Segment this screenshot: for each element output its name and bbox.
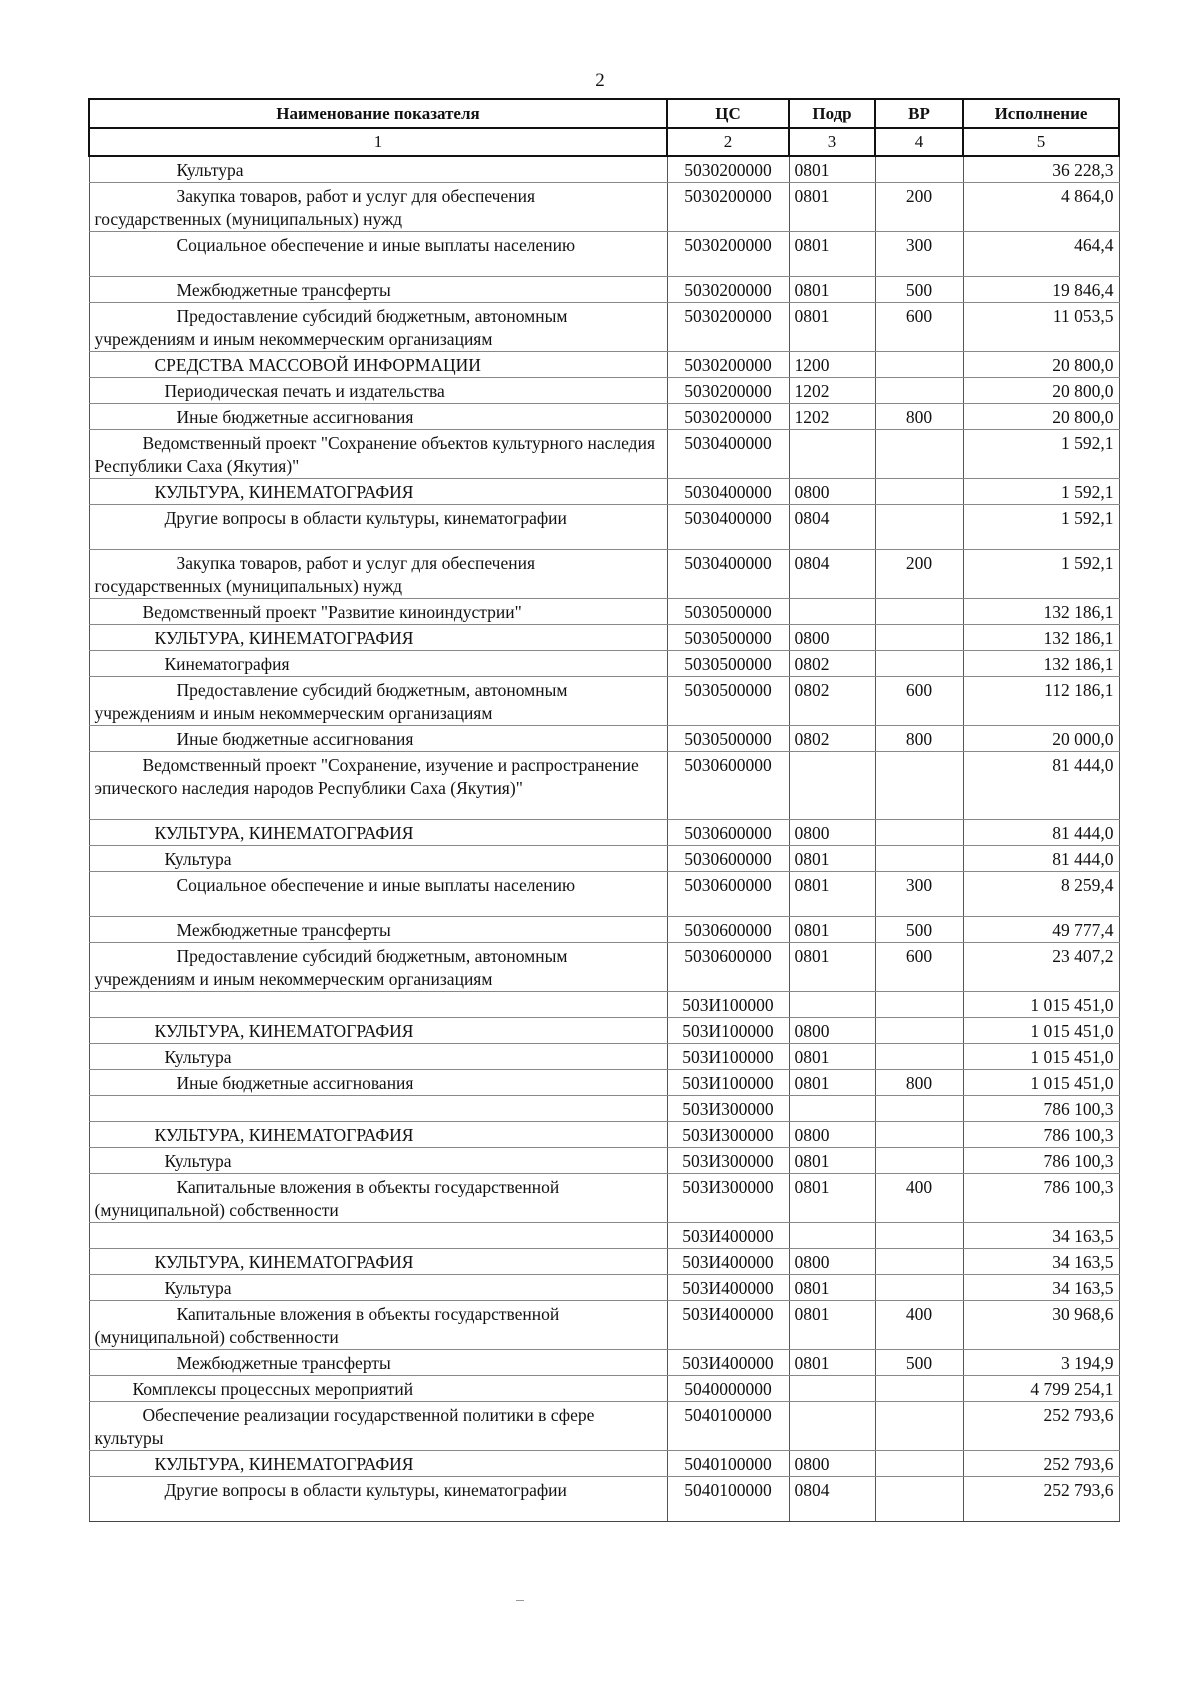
table-row bbox=[89, 726, 1119, 752]
row-execution-amount: 252 793,6 bbox=[963, 1451, 1119, 1477]
table-row bbox=[89, 505, 1119, 550]
table-row bbox=[89, 917, 1119, 943]
row-execution-amount: 132 186,1 bbox=[963, 599, 1119, 625]
row-execution-amount: 1 015 451,0 bbox=[963, 1018, 1119, 1044]
row-execution-amount: 786 100,3 bbox=[963, 1174, 1119, 1223]
row-podr-code bbox=[789, 599, 875, 625]
table-row bbox=[89, 1477, 1119, 1522]
row-execution-amount: 20 800,0 bbox=[963, 378, 1119, 404]
row-vr-code bbox=[875, 820, 963, 846]
row-vr-code bbox=[875, 1275, 963, 1301]
table-row bbox=[89, 1451, 1119, 1477]
row-podr-code: 0801 bbox=[789, 1350, 875, 1376]
row-vr-code: 500 bbox=[875, 1350, 963, 1376]
row-cs-code: 503И100000 bbox=[667, 992, 789, 1018]
budget-execution-table bbox=[88, 98, 1120, 1522]
row-cs-code: 5030400000 bbox=[667, 430, 789, 479]
table-row bbox=[89, 352, 1119, 378]
row-podr-code: 0801 bbox=[789, 917, 875, 943]
row-vr-code bbox=[875, 1044, 963, 1070]
table-row bbox=[89, 752, 1119, 820]
row-podr-code bbox=[789, 1223, 875, 1249]
row-execution-amount: 112 186,1 bbox=[963, 677, 1119, 726]
row-name: Комплексы процессных мероприятий bbox=[89, 1376, 667, 1402]
row-name bbox=[89, 1223, 667, 1249]
row-cs-code: 503И400000 bbox=[667, 1350, 789, 1376]
table-row bbox=[89, 550, 1119, 599]
row-name: Другие вопросы в области культуры, кинематографии bbox=[89, 1477, 667, 1522]
header-name: Наименование показателя bbox=[89, 99, 667, 128]
row-execution-amount: 132 186,1 bbox=[963, 651, 1119, 677]
row-cs-code: 5040100000 bbox=[667, 1451, 789, 1477]
row-execution-amount: 34 163,5 bbox=[963, 1275, 1119, 1301]
header-row bbox=[89, 99, 1119, 128]
row-execution-amount: 34 163,5 bbox=[963, 1223, 1119, 1249]
row-vr-code: 400 bbox=[875, 1174, 963, 1223]
row-podr-code: 0801 bbox=[789, 1148, 875, 1174]
row-podr-code: 1200 bbox=[789, 352, 875, 378]
row-execution-amount: 20 800,0 bbox=[963, 404, 1119, 430]
row-name: Ведомственный проект "Развитие киноиндустрии" bbox=[89, 599, 667, 625]
row-vr-code bbox=[875, 651, 963, 677]
row-execution-amount: 1 015 451,0 bbox=[963, 1044, 1119, 1070]
row-name: Межбюджетные трансферты bbox=[89, 277, 667, 303]
row-vr-code bbox=[875, 352, 963, 378]
row-execution-amount: 464,4 bbox=[963, 232, 1119, 277]
column-number: 1 bbox=[89, 128, 667, 156]
row-name: Межбюджетные трансферты bbox=[89, 1350, 667, 1376]
row-execution-amount: 19 846,4 bbox=[963, 277, 1119, 303]
row-cs-code: 5030200000 bbox=[667, 378, 789, 404]
row-podr-code bbox=[789, 1096, 875, 1122]
row-execution-amount: 3 194,9 bbox=[963, 1350, 1119, 1376]
row-vr-code: 300 bbox=[875, 872, 963, 917]
row-execution-amount: 1 015 451,0 bbox=[963, 1070, 1119, 1096]
header-vr: ВР bbox=[875, 99, 963, 128]
row-podr-code: 0802 bbox=[789, 677, 875, 726]
row-podr-code: 0801 bbox=[789, 1301, 875, 1350]
row-cs-code: 5030500000 bbox=[667, 625, 789, 651]
row-vr-code bbox=[875, 430, 963, 479]
table-row bbox=[89, 1301, 1119, 1350]
row-cs-code: 5030500000 bbox=[667, 677, 789, 726]
row-cs-code: 503И300000 bbox=[667, 1122, 789, 1148]
table-row bbox=[89, 277, 1119, 303]
row-vr-code bbox=[875, 599, 963, 625]
row-podr-code bbox=[789, 430, 875, 479]
row-vr-code: 800 bbox=[875, 726, 963, 752]
row-name: КУЛЬТУРА, КИНЕМАТОГРАФИЯ bbox=[89, 625, 667, 651]
row-name: Предоставление субсидий бюджетным, автономным учреждениям и иным некоммерческим организациям bbox=[89, 943, 667, 992]
row-execution-amount: 11 053,5 bbox=[963, 303, 1119, 352]
row-cs-code: 5030200000 bbox=[667, 156, 789, 183]
table-row bbox=[89, 1223, 1119, 1249]
row-execution-amount: 81 444,0 bbox=[963, 820, 1119, 846]
table-row bbox=[89, 156, 1119, 183]
row-name: Социальное обеспечение и иные выплаты населению bbox=[89, 232, 667, 277]
row-name: КУЛЬТУРА, КИНЕМАТОГРАФИЯ bbox=[89, 820, 667, 846]
row-execution-amount: 81 444,0 bbox=[963, 752, 1119, 820]
row-vr-code: 500 bbox=[875, 277, 963, 303]
row-name: Иные бюджетные ассигнования bbox=[89, 404, 667, 430]
row-vr-code bbox=[875, 1376, 963, 1402]
row-name: Капитальные вложения в объекты государственной (муниципальной) собственности bbox=[89, 1301, 667, 1350]
table-row bbox=[89, 1249, 1119, 1275]
row-podr-code bbox=[789, 992, 875, 1018]
column-number: 3 bbox=[789, 128, 875, 156]
row-execution-amount: 786 100,3 bbox=[963, 1096, 1119, 1122]
row-vr-code bbox=[875, 846, 963, 872]
row-name bbox=[89, 1096, 667, 1122]
table-row bbox=[89, 430, 1119, 479]
row-cs-code: 5030400000 bbox=[667, 479, 789, 505]
table-row bbox=[89, 872, 1119, 917]
row-cs-code: 503И100000 bbox=[667, 1070, 789, 1096]
table-row bbox=[89, 378, 1119, 404]
row-name: Кинематография bbox=[89, 651, 667, 677]
row-name: Иные бюджетные ассигнования bbox=[89, 726, 667, 752]
row-cs-code: 503И100000 bbox=[667, 1044, 789, 1070]
row-podr-code: 0800 bbox=[789, 1018, 875, 1044]
row-cs-code: 503И100000 bbox=[667, 1018, 789, 1044]
row-execution-amount: 786 100,3 bbox=[963, 1122, 1119, 1148]
row-cs-code: 5030600000 bbox=[667, 820, 789, 846]
row-podr-code: 0801 bbox=[789, 1174, 875, 1223]
row-name: КУЛЬТУРА, КИНЕМАТОГРАФИЯ bbox=[89, 1122, 667, 1148]
row-cs-code: 5030200000 bbox=[667, 404, 789, 430]
row-cs-code: 5030200000 bbox=[667, 303, 789, 352]
row-execution-amount: 81 444,0 bbox=[963, 846, 1119, 872]
row-name: Капитальные вложения в объекты государственной (муниципальной) собственности bbox=[89, 1174, 667, 1223]
row-podr-code: 1202 bbox=[789, 378, 875, 404]
row-cs-code: 5030500000 bbox=[667, 726, 789, 752]
row-vr-code bbox=[875, 1249, 963, 1275]
row-vr-code: 400 bbox=[875, 1301, 963, 1350]
header-cs: ЦС bbox=[667, 99, 789, 128]
row-execution-amount: 4 864,0 bbox=[963, 183, 1119, 232]
row-name: Культура bbox=[89, 1148, 667, 1174]
header-execution: Исполнение bbox=[963, 99, 1119, 128]
row-name: Предоставление субсидий бюджетным, автономным учреждениям и иным некоммерческим организациям bbox=[89, 303, 667, 352]
row-podr-code: 0800 bbox=[789, 1249, 875, 1275]
row-vr-code bbox=[875, 625, 963, 651]
row-podr-code: 0801 bbox=[789, 846, 875, 872]
row-podr-code: 0802 bbox=[789, 726, 875, 752]
row-vr-code bbox=[875, 752, 963, 820]
column-number: 2 bbox=[667, 128, 789, 156]
row-cs-code: 5030600000 bbox=[667, 943, 789, 992]
scan-mark bbox=[516, 1600, 524, 1601]
row-name: КУЛЬТУРА, КИНЕМАТОГРАФИЯ bbox=[89, 1249, 667, 1275]
row-podr-code: 0801 bbox=[789, 156, 875, 183]
row-execution-amount: 49 777,4 bbox=[963, 917, 1119, 943]
row-podr-code: 0800 bbox=[789, 1122, 875, 1148]
row-vr-code bbox=[875, 992, 963, 1018]
row-podr-code: 0800 bbox=[789, 625, 875, 651]
row-execution-amount: 1 015 451,0 bbox=[963, 992, 1119, 1018]
table-row bbox=[89, 625, 1119, 651]
row-execution-amount: 252 793,6 bbox=[963, 1477, 1119, 1522]
row-execution-amount: 132 186,1 bbox=[963, 625, 1119, 651]
row-cs-code: 503И400000 bbox=[667, 1275, 789, 1301]
row-vr-code: 300 bbox=[875, 232, 963, 277]
table-row bbox=[89, 846, 1119, 872]
table-row bbox=[89, 303, 1119, 352]
row-cs-code: 5030200000 bbox=[667, 277, 789, 303]
row-podr-code: 0804 bbox=[789, 1477, 875, 1522]
row-name: КУЛЬТУРА, КИНЕМАТОГРАФИЯ bbox=[89, 1451, 667, 1477]
row-podr-code: 0801 bbox=[789, 1070, 875, 1096]
row-execution-amount: 4 799 254,1 bbox=[963, 1376, 1119, 1402]
row-name: Предоставление субсидий бюджетным, автономным учреждениям и иным некоммерческим организациям bbox=[89, 677, 667, 726]
row-vr-code: 600 bbox=[875, 943, 963, 992]
table-row bbox=[89, 1070, 1119, 1096]
row-vr-code: 200 bbox=[875, 550, 963, 599]
row-cs-code: 503И400000 bbox=[667, 1301, 789, 1350]
row-cs-code: 503И400000 bbox=[667, 1223, 789, 1249]
row-cs-code: 5030400000 bbox=[667, 505, 789, 550]
row-execution-amount: 36 228,3 bbox=[963, 156, 1119, 183]
row-podr-code: 0801 bbox=[789, 943, 875, 992]
table-row bbox=[89, 1096, 1119, 1122]
table-row bbox=[89, 677, 1119, 726]
row-podr-code: 0804 bbox=[789, 550, 875, 599]
row-cs-code: 503И300000 bbox=[667, 1174, 789, 1223]
row-vr-code bbox=[875, 1122, 963, 1148]
table-row bbox=[89, 404, 1119, 430]
row-podr-code: 0801 bbox=[789, 872, 875, 917]
row-podr-code: 1202 bbox=[789, 404, 875, 430]
row-vr-code bbox=[875, 479, 963, 505]
row-podr-code bbox=[789, 1402, 875, 1451]
header-podr: Подр bbox=[789, 99, 875, 128]
row-execution-amount: 252 793,6 bbox=[963, 1402, 1119, 1451]
row-execution-amount: 30 968,6 bbox=[963, 1301, 1119, 1350]
row-vr-code bbox=[875, 378, 963, 404]
row-execution-amount: 8 259,4 bbox=[963, 872, 1119, 917]
table-row bbox=[89, 183, 1119, 232]
table-row bbox=[89, 232, 1119, 277]
table-row bbox=[89, 943, 1119, 992]
row-vr-code bbox=[875, 1223, 963, 1249]
table-row bbox=[89, 1174, 1119, 1223]
row-cs-code: 503И300000 bbox=[667, 1148, 789, 1174]
row-cs-code: 5030600000 bbox=[667, 846, 789, 872]
row-name: Иные бюджетные ассигнования bbox=[89, 1070, 667, 1096]
row-cs-code: 5030200000 bbox=[667, 183, 789, 232]
row-execution-amount: 20 800,0 bbox=[963, 352, 1119, 378]
row-cs-code: 5030400000 bbox=[667, 550, 789, 599]
row-cs-code: 5030600000 bbox=[667, 872, 789, 917]
row-cs-code: 5030600000 bbox=[667, 917, 789, 943]
row-name: Другие вопросы в области культуры, кинематографии bbox=[89, 505, 667, 550]
table-row bbox=[89, 1275, 1119, 1301]
row-vr-code: 600 bbox=[875, 303, 963, 352]
table-row bbox=[89, 1018, 1119, 1044]
row-name: Культура bbox=[89, 156, 667, 183]
row-podr-code: 0804 bbox=[789, 505, 875, 550]
row-podr-code: 0800 bbox=[789, 820, 875, 846]
table-row bbox=[89, 1122, 1119, 1148]
row-cs-code: 5040000000 bbox=[667, 1376, 789, 1402]
row-vr-code bbox=[875, 156, 963, 183]
row-podr-code: 0801 bbox=[789, 277, 875, 303]
page-number: 2 bbox=[595, 70, 605, 91]
row-vr-code bbox=[875, 1451, 963, 1477]
row-name: КУЛЬТУРА, КИНЕМАТОГРАФИЯ bbox=[89, 479, 667, 505]
row-cs-code: 503И400000 bbox=[667, 1249, 789, 1275]
row-name: Культура bbox=[89, 846, 667, 872]
table-row bbox=[89, 599, 1119, 625]
table-row bbox=[89, 479, 1119, 505]
row-podr-code: 0801 bbox=[789, 1044, 875, 1070]
column-number: 4 bbox=[875, 128, 963, 156]
row-vr-code bbox=[875, 505, 963, 550]
table-row bbox=[89, 820, 1119, 846]
table-row bbox=[89, 1148, 1119, 1174]
row-name: Ведомственный проект "Сохранение объектов культурного наследия Республики Саха (Якутия)" bbox=[89, 430, 667, 479]
row-cs-code: 5030200000 bbox=[667, 232, 789, 277]
row-name: КУЛЬТУРА, КИНЕМАТОГРАФИЯ bbox=[89, 1018, 667, 1044]
row-podr-code: 0800 bbox=[789, 479, 875, 505]
row-vr-code bbox=[875, 1477, 963, 1522]
row-name: Межбюджетные трансферты bbox=[89, 917, 667, 943]
row-podr-code: 0801 bbox=[789, 232, 875, 277]
row-name: Периодическая печать и издательства bbox=[89, 378, 667, 404]
row-name: Культура bbox=[89, 1275, 667, 1301]
row-cs-code: 5040100000 bbox=[667, 1402, 789, 1451]
row-execution-amount: 1 592,1 bbox=[963, 479, 1119, 505]
row-name: Обеспечение реализации государственной политики в сфере культуры bbox=[89, 1402, 667, 1451]
row-execution-amount: 34 163,5 bbox=[963, 1249, 1119, 1275]
row-vr-code bbox=[875, 1148, 963, 1174]
row-execution-amount: 1 592,1 bbox=[963, 430, 1119, 479]
row-name: Закупка товаров, работ и услуг для обеспечения государственных (муниципальных) нужд bbox=[89, 550, 667, 599]
row-execution-amount: 786 100,3 bbox=[963, 1148, 1119, 1174]
row-execution-amount: 1 592,1 bbox=[963, 505, 1119, 550]
row-name: Социальное обеспечение и иные выплаты населению bbox=[89, 872, 667, 917]
row-vr-code: 800 bbox=[875, 1070, 963, 1096]
row-cs-code: 5030200000 bbox=[667, 352, 789, 378]
row-vr-code: 600 bbox=[875, 677, 963, 726]
table-row bbox=[89, 1402, 1119, 1451]
row-name: Культура bbox=[89, 1044, 667, 1070]
row-vr-code bbox=[875, 1096, 963, 1122]
table-row bbox=[89, 992, 1119, 1018]
row-execution-amount: 1 592,1 bbox=[963, 550, 1119, 599]
row-podr-code: 0801 bbox=[789, 1275, 875, 1301]
row-podr-code: 0802 bbox=[789, 651, 875, 677]
row-vr-code bbox=[875, 1402, 963, 1451]
row-podr-code bbox=[789, 1376, 875, 1402]
row-podr-code: 0801 bbox=[789, 183, 875, 232]
row-podr-code bbox=[789, 752, 875, 820]
row-cs-code: 5030500000 bbox=[667, 599, 789, 625]
row-name: СРЕДСТВА МАССОВОЙ ИНФОРМАЦИИ bbox=[89, 352, 667, 378]
table-row bbox=[89, 1376, 1119, 1402]
row-vr-code: 800 bbox=[875, 404, 963, 430]
table-row bbox=[89, 651, 1119, 677]
row-podr-code: 0800 bbox=[789, 1451, 875, 1477]
table-body bbox=[89, 156, 1119, 1522]
table-row bbox=[89, 1044, 1119, 1070]
row-execution-amount: 23 407,2 bbox=[963, 943, 1119, 992]
row-podr-code: 0801 bbox=[789, 303, 875, 352]
row-vr-code bbox=[875, 1018, 963, 1044]
row-cs-code: 503И300000 bbox=[667, 1096, 789, 1122]
row-vr-code: 200 bbox=[875, 183, 963, 232]
row-vr-code: 500 bbox=[875, 917, 963, 943]
row-name: Ведомственный проект "Сохранение, изучение и распространение эпического наследия народов Республики Саха (Якутия)" bbox=[89, 752, 667, 820]
row-name bbox=[89, 992, 667, 1018]
column-number-row bbox=[89, 128, 1119, 156]
row-cs-code: 5030600000 bbox=[667, 752, 789, 820]
row-cs-code: 5040100000 bbox=[667, 1477, 789, 1522]
row-name: Закупка товаров, работ и услуг для обеспечения государственных (муниципальных) нужд bbox=[89, 183, 667, 232]
row-execution-amount: 20 000,0 bbox=[963, 726, 1119, 752]
row-cs-code: 5030500000 bbox=[667, 651, 789, 677]
column-number: 5 bbox=[963, 128, 1119, 156]
table-row bbox=[89, 1350, 1119, 1376]
